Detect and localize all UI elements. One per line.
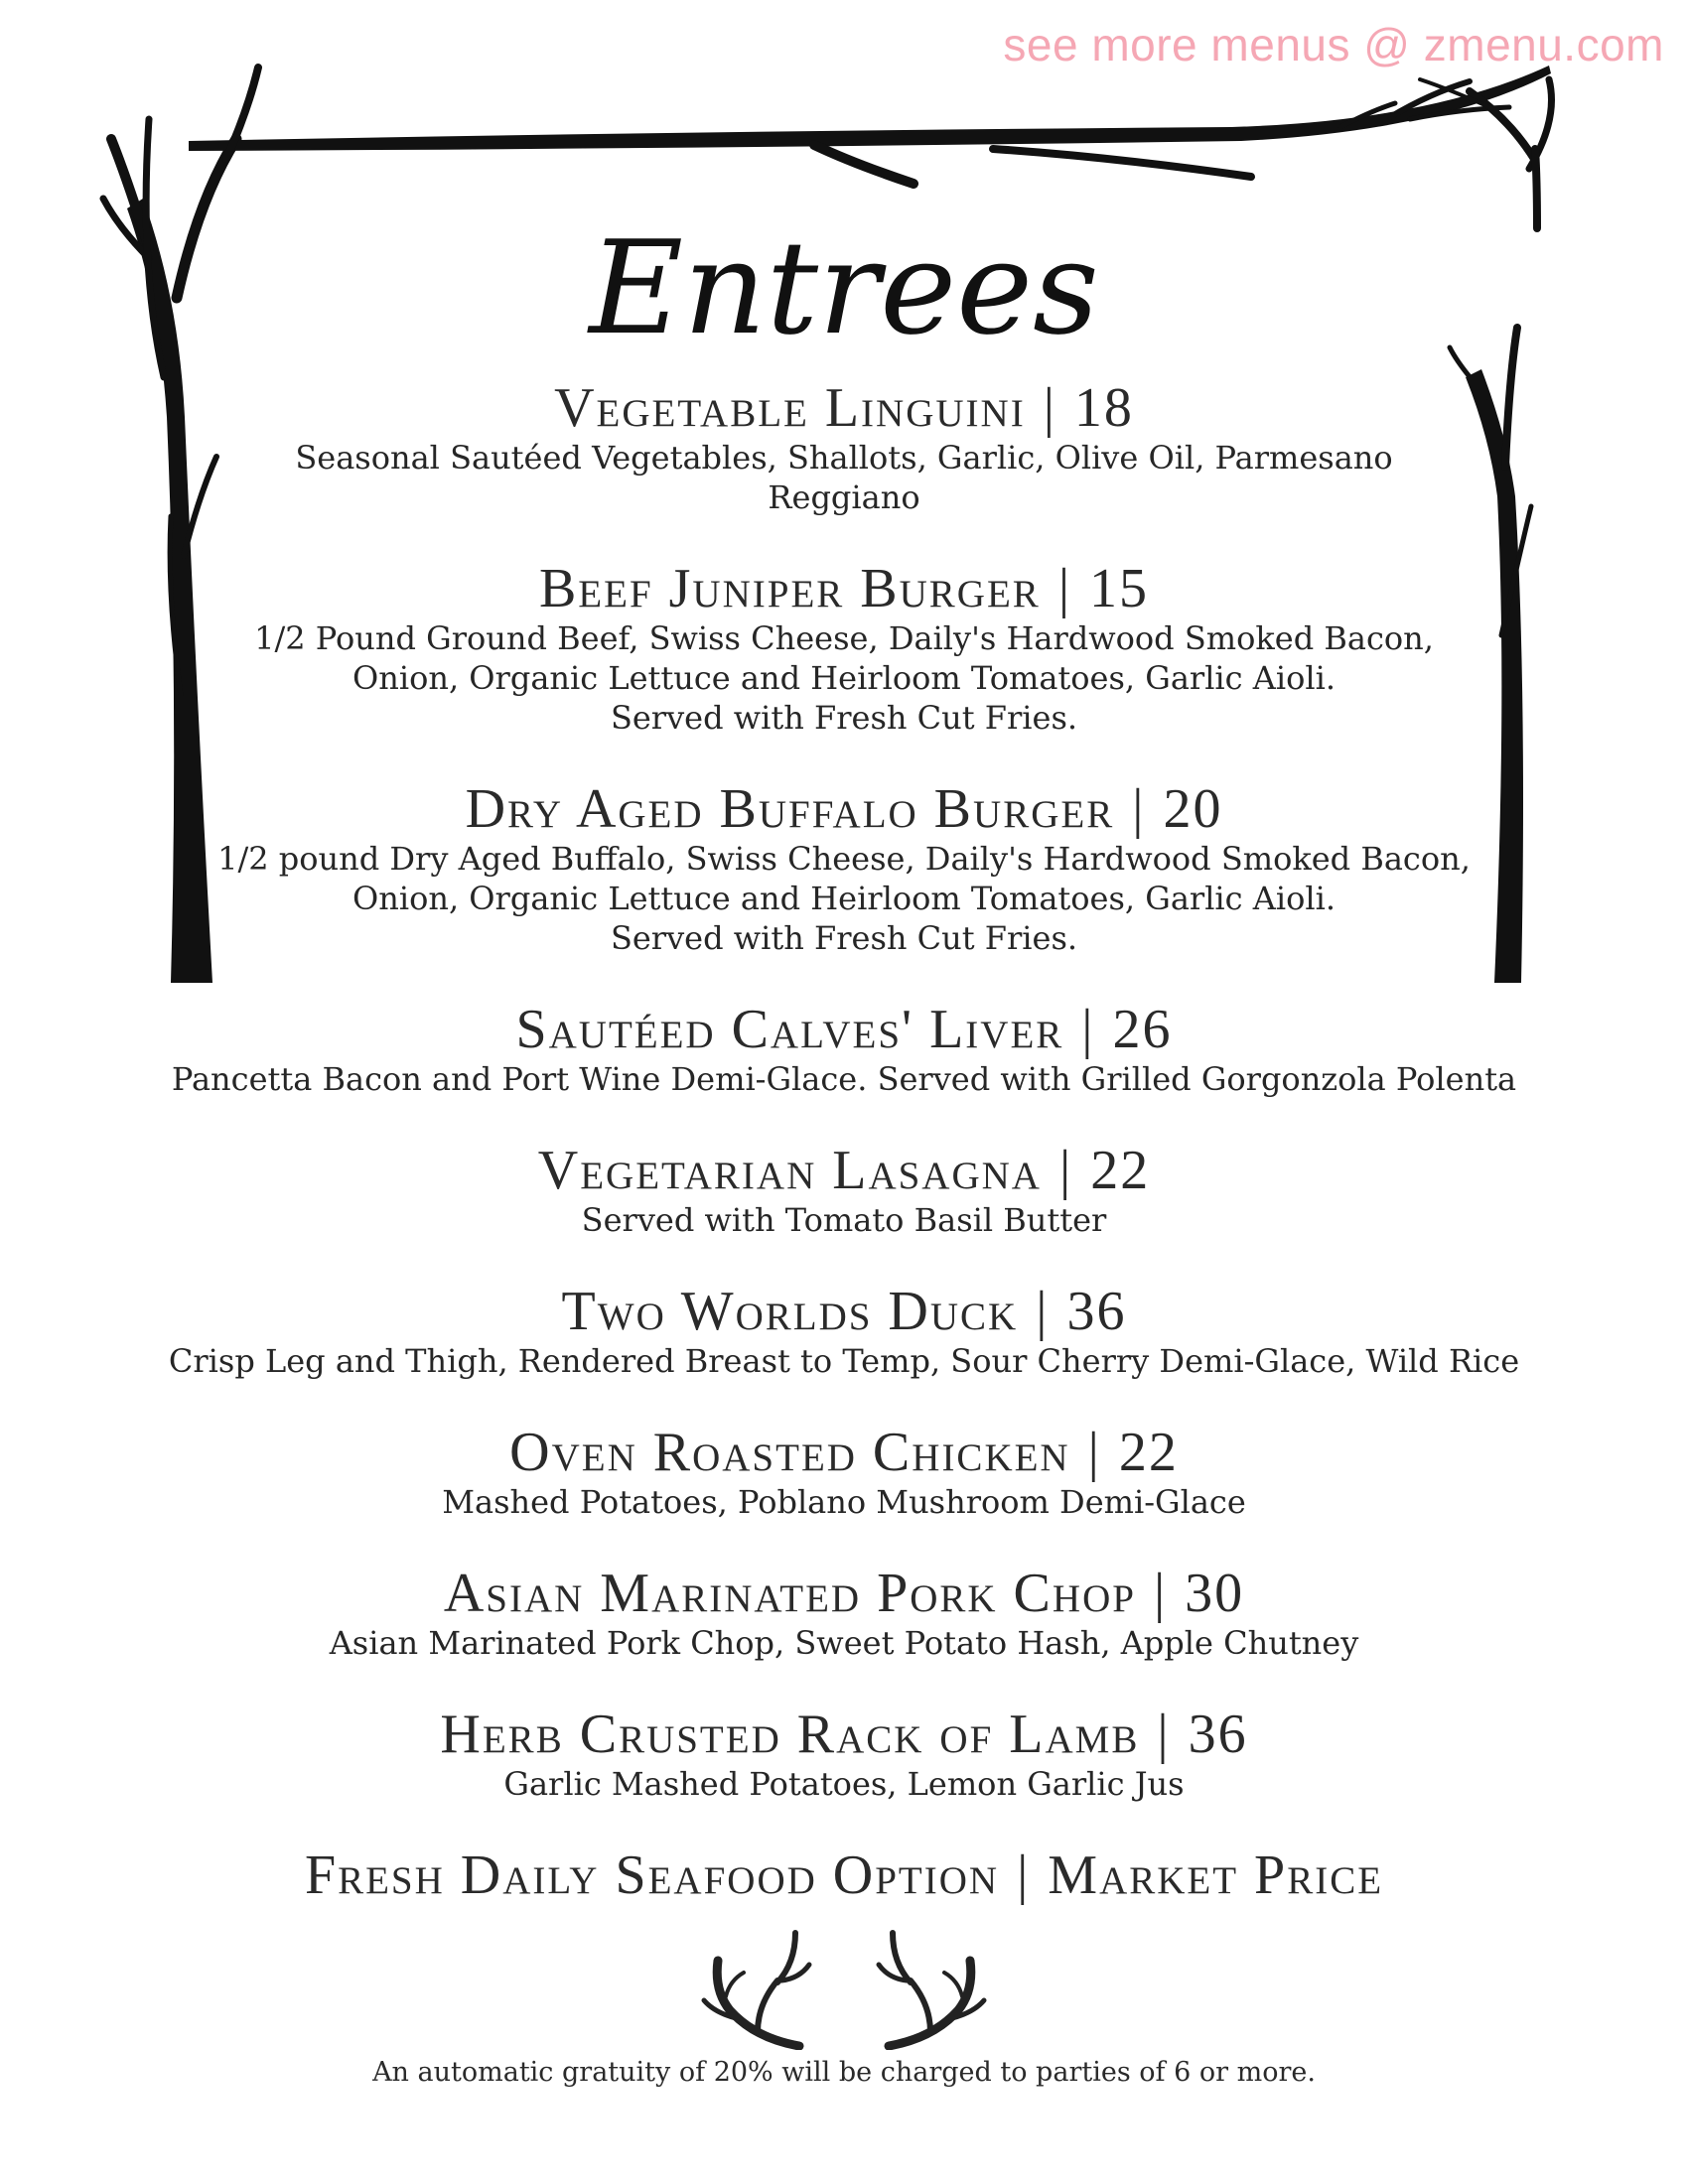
item-price: 22 bbox=[1090, 1140, 1151, 1201]
item-name: Sautéed Calves' Liver bbox=[515, 999, 1064, 1060]
antlers-icon bbox=[700, 1921, 988, 2050]
description-line: Served with Fresh Cut Fries. bbox=[610, 699, 1078, 737]
menu-item bbox=[149, 377, 1539, 517]
item-name: Two Worlds Duck bbox=[561, 1281, 1019, 1342]
item-price: Market Price bbox=[1048, 1844, 1384, 1906]
menu-item-heading bbox=[149, 377, 1539, 439]
price-separator: | bbox=[1043, 377, 1056, 439]
item-description bbox=[199, 438, 1489, 517]
item-name: Asian Marinated Pork Chop bbox=[443, 1563, 1136, 1624]
menu-list bbox=[149, 377, 1539, 1947]
item-price: 30 bbox=[1185, 1563, 1245, 1624]
item-description bbox=[149, 1059, 1539, 1099]
item-price: 36 bbox=[1188, 1704, 1248, 1765]
item-description bbox=[199, 618, 1489, 738]
menu-item-heading bbox=[149, 1844, 1539, 1906]
item-name: Herb Crusted Rack of Lamb bbox=[440, 1704, 1140, 1765]
description-line: Onion, Organic Lettuce and Heirloom Tomatoes, Garlic Aioli. bbox=[352, 880, 1336, 917]
item-price: 15 bbox=[1089, 558, 1150, 619]
item-description bbox=[199, 1200, 1489, 1240]
menu-item bbox=[149, 1844, 1539, 1906]
description-line: Pancetta Bacon and Port Wine Demi-Glace. Served with Grilled Gorgonzola Polenta bbox=[171, 1060, 1517, 1098]
description-line: Onion, Organic Lettuce and Heirloom Tomatoes, Garlic Aioli. bbox=[352, 659, 1336, 697]
menu-item-heading bbox=[149, 558, 1539, 619]
description-line: Garlic Mashed Potatoes, Lemon Garlic Jus bbox=[503, 1765, 1185, 1803]
item-name: Dry Aged Buffalo Burger bbox=[465, 778, 1115, 840]
item-name: Vegetarian Lasagna bbox=[537, 1140, 1042, 1201]
item-name: Vegetable Linguini bbox=[554, 377, 1026, 439]
description-line: 1/2 Pound Ground Beef, Swiss Cheese, Daily's Hardwood Smoked Bacon, bbox=[254, 619, 1434, 657]
price-separator: | bbox=[1057, 558, 1072, 619]
description-line: Served with Tomato Basil Butter bbox=[581, 1201, 1107, 1239]
description-line: Crisp Leg and Thigh, Rendered Breast to Temp, Sour Cherry Demi-Glace, Wild Rice bbox=[168, 1342, 1520, 1380]
item-description bbox=[149, 839, 1539, 958]
menu-item-heading bbox=[149, 1563, 1539, 1624]
price-separator: | bbox=[1058, 1140, 1073, 1201]
item-price: 18 bbox=[1073, 377, 1134, 439]
item-name: Fresh Daily Seafood Option bbox=[304, 1844, 1000, 1906]
gratuity-note: An automatic gratuity of 20% will be charged to parties of 6 or more. bbox=[372, 2057, 1316, 2088]
menu-item bbox=[149, 1140, 1539, 1240]
menu-item-heading bbox=[149, 999, 1539, 1060]
menu-item bbox=[149, 999, 1539, 1099]
menu-item bbox=[149, 778, 1539, 958]
price-separator: | bbox=[1017, 1844, 1031, 1906]
item-price: 36 bbox=[1066, 1281, 1127, 1342]
description-line: Reggiano bbox=[768, 478, 920, 516]
item-name: Beef Juniper Burger bbox=[538, 558, 1041, 619]
price-separator: | bbox=[1087, 1422, 1101, 1483]
menu-item-heading bbox=[149, 1140, 1539, 1201]
price-separator: | bbox=[1036, 1281, 1050, 1342]
price-separator: | bbox=[1153, 1563, 1168, 1624]
item-name: Oven Roasted Chicken bbox=[509, 1422, 1070, 1483]
description-line: 1/2 pound Dry Aged Buffalo, Swiss Cheese, Daily's Hardwood Smoked Bacon, bbox=[217, 840, 1471, 878]
page-title: Entrees bbox=[589, 212, 1099, 363]
description-line: Mashed Potatoes, Poblano Mushroom Demi-Glace bbox=[442, 1483, 1246, 1521]
item-description bbox=[199, 1764, 1489, 1804]
menu-item-heading bbox=[149, 1281, 1539, 1342]
menu-item bbox=[149, 1422, 1539, 1522]
menu-item bbox=[149, 1563, 1539, 1663]
item-description bbox=[199, 1482, 1489, 1522]
menu-item bbox=[149, 558, 1539, 738]
menu-item-heading bbox=[149, 778, 1539, 840]
item-price: 22 bbox=[1118, 1422, 1179, 1483]
item-description bbox=[199, 1623, 1489, 1663]
description-line: Served with Fresh Cut Fries. bbox=[610, 919, 1078, 957]
menu-item-heading bbox=[149, 1422, 1539, 1483]
item-description bbox=[149, 1341, 1539, 1381]
item-price: 20 bbox=[1163, 778, 1223, 840]
menu-item bbox=[149, 1706, 1539, 1804]
description-line: Seasonal Sautéed Vegetables, Shallots, Garlic, Olive Oil, Parmesano bbox=[295, 439, 1393, 477]
price-separator: | bbox=[1081, 999, 1095, 1060]
description-line: Asian Marinated Pork Chop, Sweet Potato Hash, Apple Chutney bbox=[329, 1624, 1359, 1662]
price-separator: | bbox=[1157, 1704, 1171, 1765]
price-separator: | bbox=[1132, 778, 1146, 840]
menu-item-heading bbox=[149, 1704, 1539, 1765]
watermark: see more menus @ zmenu.com bbox=[1003, 19, 1664, 70]
item-price: 26 bbox=[1112, 999, 1173, 1060]
menu-item bbox=[149, 1281, 1539, 1381]
